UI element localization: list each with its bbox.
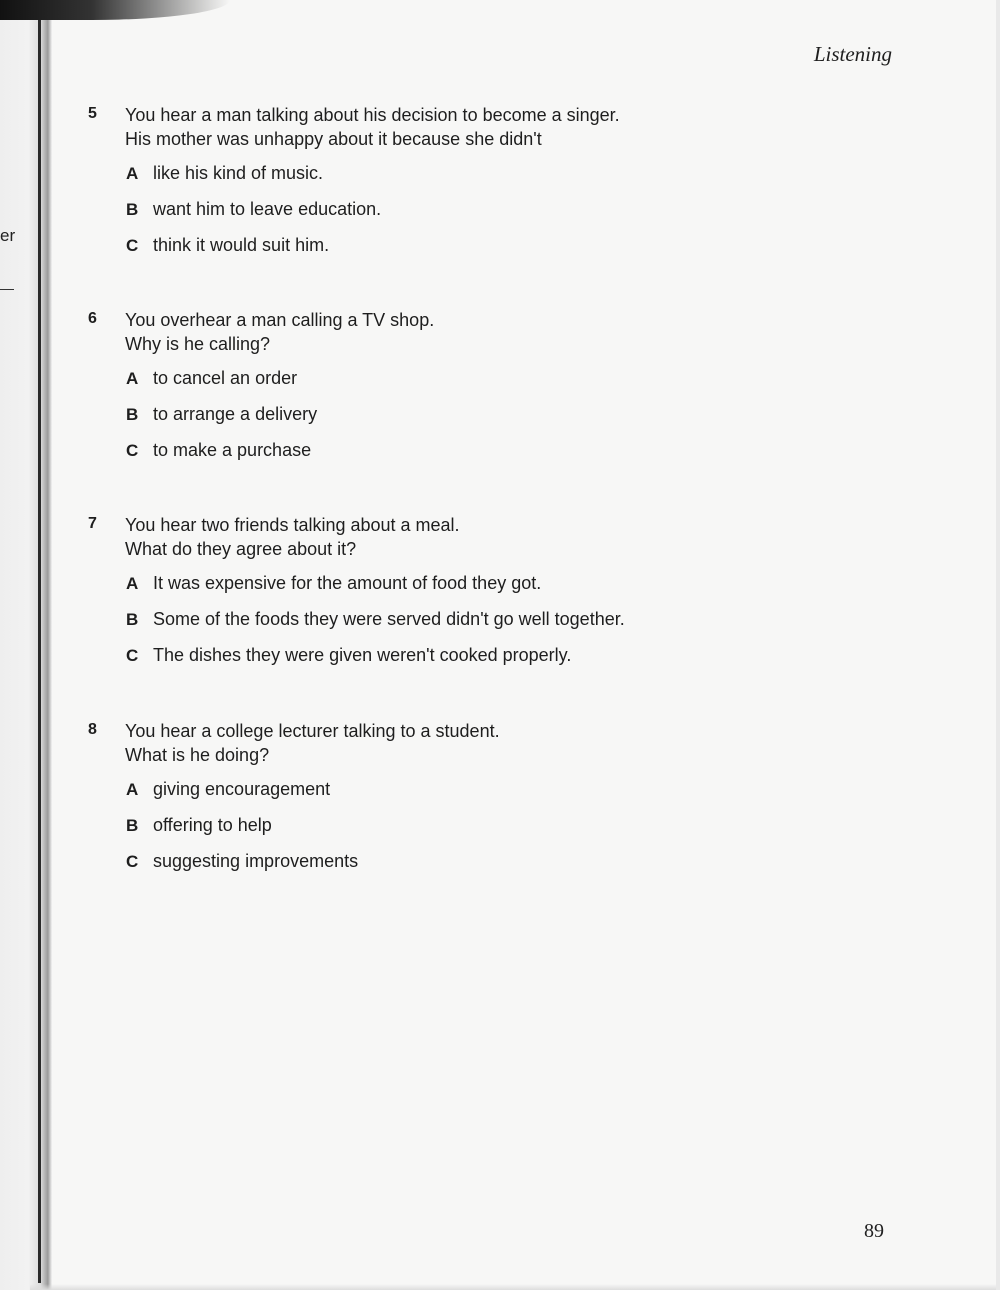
page-number: 89 xyxy=(864,1220,884,1242)
answer-options xyxy=(126,573,708,681)
stem-line: You hear a college lecturer talking to a student. xyxy=(125,721,500,741)
option-c xyxy=(126,851,708,887)
right-page-edge xyxy=(996,0,1000,1290)
option-letter: B xyxy=(126,816,139,835)
previous-page-rule-fragment xyxy=(0,289,14,290)
bottom-page-edge xyxy=(30,1284,1000,1290)
question-8 xyxy=(88,719,708,887)
stem-line: Why is he calling? xyxy=(125,334,271,354)
option-c xyxy=(126,235,708,271)
option-a xyxy=(126,779,708,815)
previous-page-text-fragment: er xyxy=(0,226,16,245)
option-letter: A xyxy=(126,369,139,388)
top-corner-shadow xyxy=(0,0,230,20)
option-c xyxy=(126,440,708,476)
option-b xyxy=(126,609,708,645)
book-spine-edge xyxy=(38,18,41,1283)
option-a xyxy=(126,573,708,609)
question-number: 8 xyxy=(88,721,97,738)
option-text: It was expensive for the amount of food they got. xyxy=(153,573,542,593)
stem-line: You overhear a man calling a TV shop. xyxy=(125,310,435,330)
question-6 xyxy=(88,308,708,476)
option-letter: C xyxy=(126,236,139,255)
option-text: to make a purchase xyxy=(153,440,312,460)
option-b xyxy=(126,815,708,851)
option-text: to arrange a delivery xyxy=(153,404,318,424)
option-letter: A xyxy=(126,574,139,593)
option-b xyxy=(126,404,708,440)
stem-line: His mother was unhappy about it because she didn't xyxy=(125,129,542,149)
option-text: think it would suit him. xyxy=(153,235,330,255)
option-text: want him to leave education. xyxy=(153,199,382,219)
option-letter: C xyxy=(126,852,139,871)
stem-line: You hear a man talking about his decision to become a singer. xyxy=(125,105,620,125)
option-letter: B xyxy=(126,200,139,219)
option-text: to cancel an order xyxy=(153,368,298,388)
question-number: 5 xyxy=(88,105,97,122)
answer-options xyxy=(126,779,708,887)
option-letter: B xyxy=(126,610,139,629)
book-gutter-shadow xyxy=(0,0,52,1290)
question-number: 7 xyxy=(88,515,97,532)
question-stem xyxy=(125,513,708,561)
question-stem xyxy=(125,103,708,151)
question-stem xyxy=(125,308,708,356)
option-a xyxy=(126,368,708,404)
answer-options xyxy=(126,163,708,271)
option-text: giving encouragement xyxy=(153,779,331,799)
stem-line: What do they agree about it? xyxy=(125,539,357,559)
option-text: The dishes they were given weren't cooked properly. xyxy=(153,645,572,665)
stem-line: What is he doing? xyxy=(125,745,270,765)
option-c xyxy=(126,645,708,681)
option-letter: C xyxy=(126,441,139,460)
option-b xyxy=(126,199,708,235)
option-letter: B xyxy=(126,405,139,424)
option-text: Some of the foods they were served didn't go well together. xyxy=(153,609,625,629)
option-text: offering to help xyxy=(153,815,272,835)
running-head: Listening xyxy=(813,42,892,66)
option-letter: A xyxy=(126,164,139,183)
question-5 xyxy=(88,103,708,271)
option-a xyxy=(126,163,708,199)
option-letter: A xyxy=(126,780,139,799)
answer-options xyxy=(126,368,708,476)
question-7 xyxy=(88,513,708,681)
question-stem xyxy=(125,719,708,767)
option-text: suggesting improvements xyxy=(153,851,359,871)
option-letter: C xyxy=(126,646,139,665)
option-text: like his kind of music. xyxy=(153,163,324,183)
stem-line: You hear two friends talking about a meal. xyxy=(125,515,460,535)
question-number: 6 xyxy=(88,310,97,327)
